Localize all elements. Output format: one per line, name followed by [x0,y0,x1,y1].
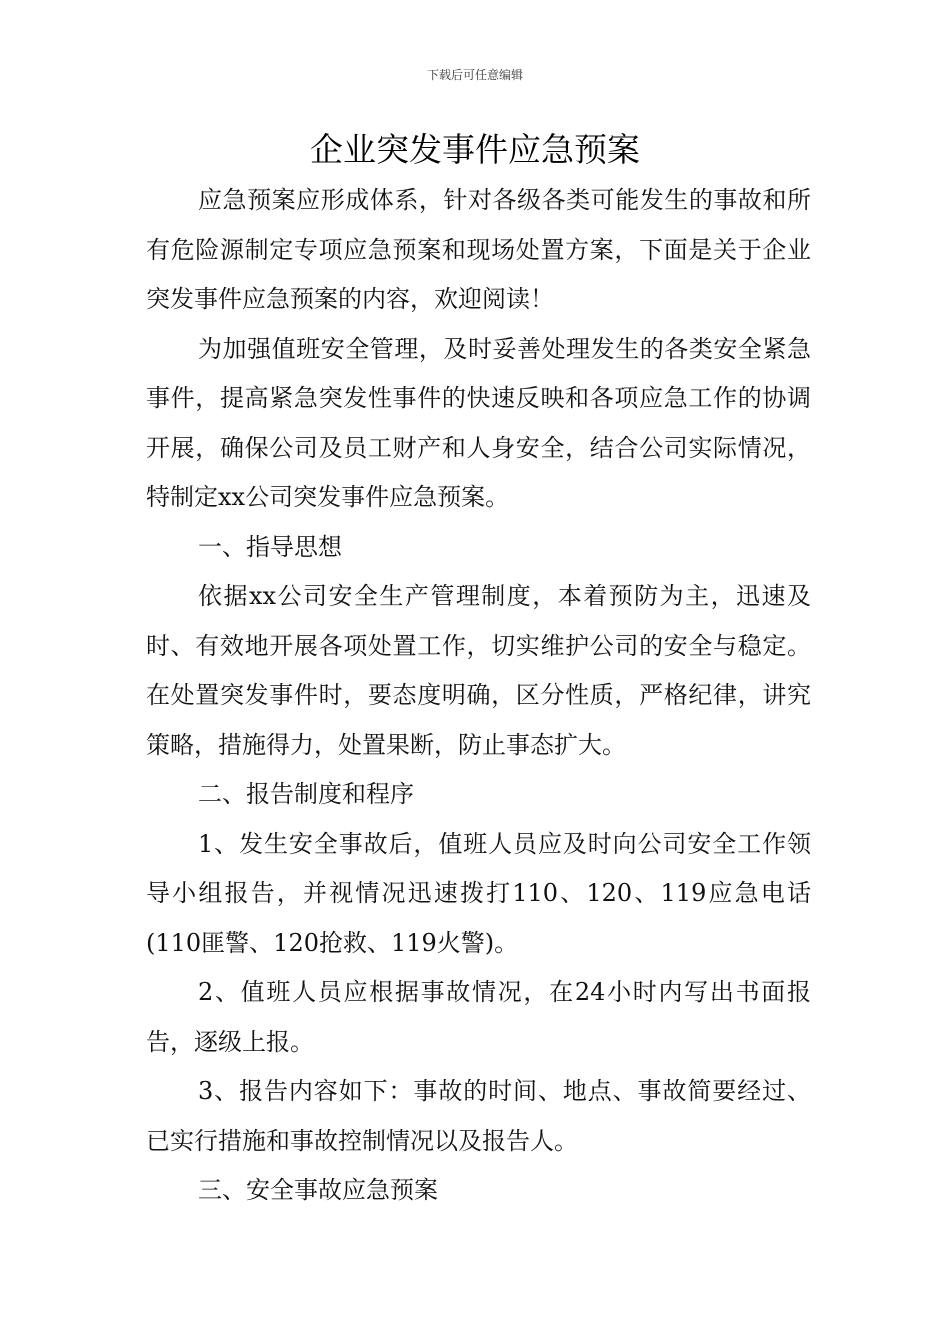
section-heading-2: 二、报告制度和程序 [198,780,414,808]
paragraph-report-step-3: 3、报告内容如下：事故的时间、地点、事故简要经过、已实行措施和事故控制情况以及报告人。 [146,1077,811,1155]
paragraph-purpose: 为加强值班安全管理，及时妥善处理发生的各类安全紧急事件，提高紧急突发性事件的快速反映和各项应急工作的协调开展，确保公司及员工财产和人身安全，结合公司实际情况，特制定xx公司突发事件应急预案。 [146,334,811,511]
paragraph-intro: 应急预案应形成体系，针对各级各类可能发生的事故和所有危险源制定专项应急预案和现场处置方案，下面是关于企业突发事件应急预案的内容，欢迎阅读！ [146,186,811,313]
section-heading-3: 三、安全事故应急预案 [198,1176,438,1204]
document-title: 企业突发事件应急预案 [310,130,640,169]
paragraph-report-step-1: 1、发生安全事故后，值班人员应及时向公司安全工作领导小组报告，并视情况迅速拨打110、120、119应急电话(110匪警、120抢救、119火警)。 [146,829,811,957]
header-note: 下载后可任意编辑 [426,68,523,82]
paragraph-guiding-principle: 依据xx公司安全生产管理制度，本着预防为主，迅速及时、有效地开展各项处置工作，切实维护公司的安全与稳定。在处置突发事件时，要态度明确，区分性质，严格纪律，讲究策略，措施得力，处置果断，防止事态扩大。 [146,582,811,759]
document-body [146,176,811,1216]
section-heading-1: 一、指导思想 [198,532,342,561]
paragraph-report-step-2: 2、值班人员应根据事故情况，在24小时内写出书面报告，逐级上报。 [146,978,811,1056]
